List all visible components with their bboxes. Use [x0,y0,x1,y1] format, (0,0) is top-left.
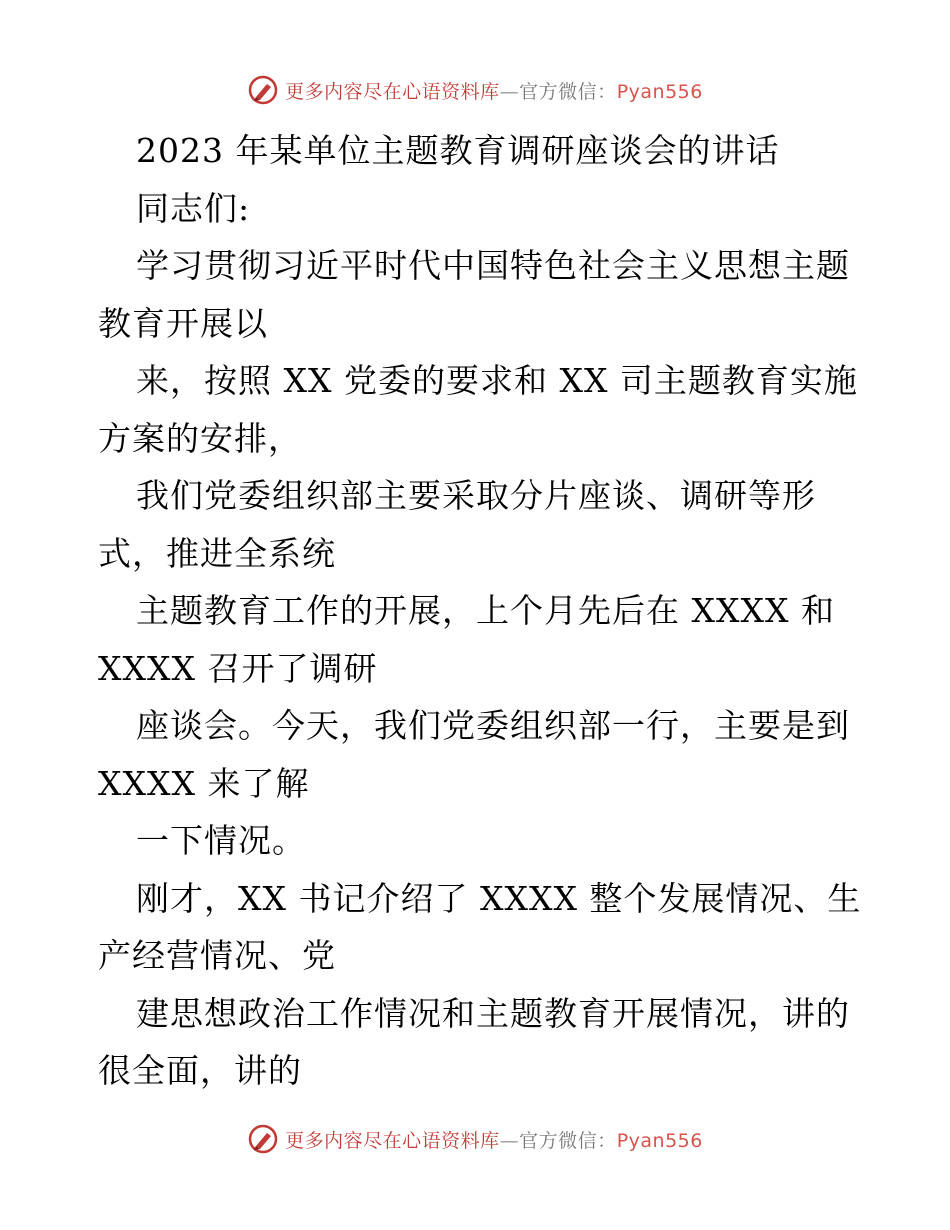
text-line: 来，按照 XX 党委的要求和 XX 司主题教育实施 [136,361,858,400]
text-line: 很全面，讲的 [98,1051,302,1090]
watermark-wechat-id: Pyan556 [616,1129,703,1152]
pen-logo-icon [247,1123,279,1155]
watermark-wechat-id: Pyan556 [616,80,703,103]
footer-watermark [0,1119,950,1159]
text-line: 方案的安排， [98,418,302,458]
watermark-dash: — [499,80,520,103]
watermark-main-text: 更多内容尽在心语资料库 [285,1129,500,1152]
text-line: XXXX 召开了调研 [98,648,378,688]
text-line: 座谈会。今天，我们党委组织部一行，主要是到 [136,706,850,745]
text-line: 主题教育工作的开展，上个月先后在 XXXX 和 [136,591,835,630]
text-line: 产经营情况、党 [98,936,336,975]
salutation: 同志们: [136,188,251,228]
text-line: 学习贯彻习近平时代中国特色社会主义思想主题 [136,246,850,285]
watermark-main-text: 更多内容尽在心语资料库 [285,80,500,103]
text-line: 教育开展以 [98,303,268,343]
text-line: 一下情况。 [136,821,306,860]
text-line: 式，推进全系统 [98,533,336,573]
text-line: 我们党委组织部主要采取分片座谈、调研等形 [136,476,816,515]
pen-logo-icon [247,74,279,106]
text-line: 刚才，XX 书记介绍了 XXXX 整个发展情况、生 [136,878,862,918]
text-line: XXXX 来了解 [98,763,310,803]
watermark-wechat-label: 官方微信： [519,1129,617,1152]
document-body [98,122,862,1100]
text-line: 建思想政治工作情况和主题教育开展情况，讲的 [136,993,850,1033]
watermark-wechat-label: 官方微信： [519,80,617,103]
document-title: 2023 年某单位主题教育调研座谈会的讲话 [136,131,780,170]
header-watermark [0,70,950,110]
watermark-dash: — [499,1129,520,1152]
